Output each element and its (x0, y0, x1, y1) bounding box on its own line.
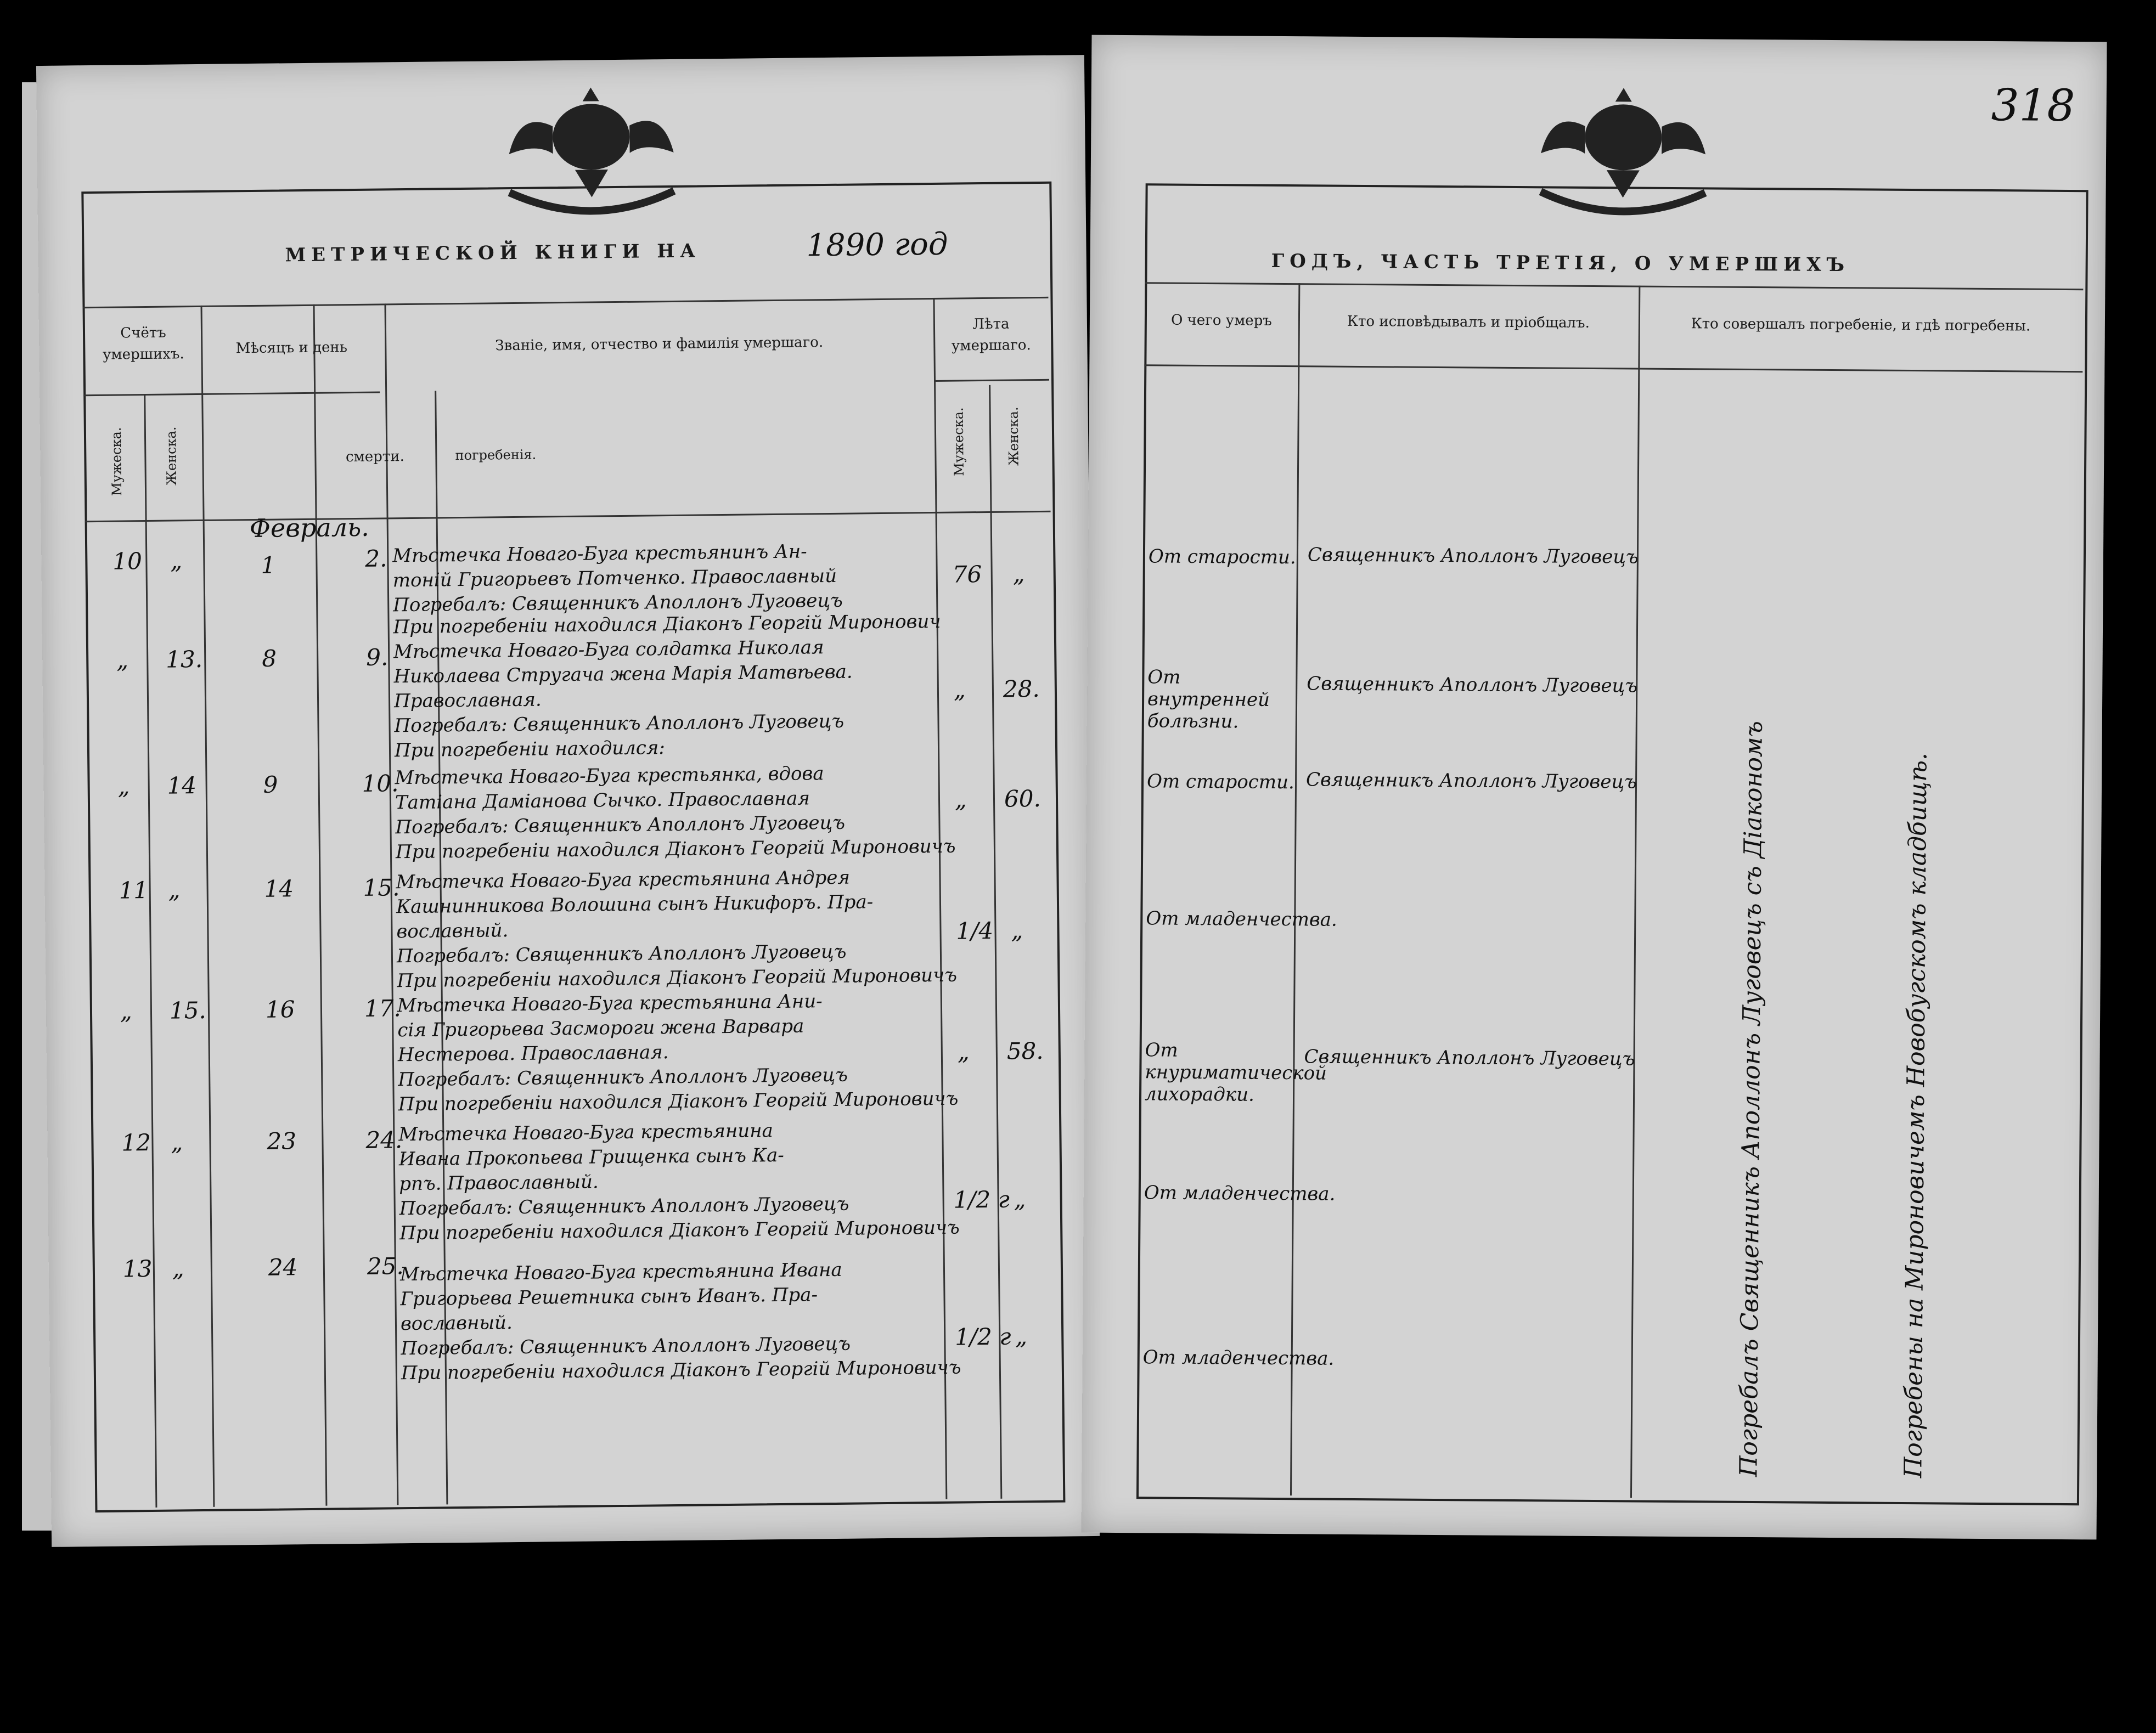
entry-line: тоній Григорьевъ Потченко. Православный (392, 565, 837, 592)
year-handwritten: 1890 год (806, 226, 948, 264)
entry-line: Нестерова. Православная. (397, 1041, 669, 1066)
entry-line: Николаева Стругача жена Марія Матвѣева. (393, 661, 853, 688)
header-age-male: Мужеска. (950, 407, 967, 477)
row-burial-day: 24. (365, 1126, 403, 1154)
entry-line: Мѣстечка Новаго-Буга крестьянина Ани- (397, 990, 823, 1017)
row-age-male: „ (954, 786, 967, 813)
row-age-male: 1/2 г (953, 1186, 1010, 1213)
entry-line: Мѣстечка Новаго-Буга крестьянка, вдова (395, 763, 824, 789)
entry-line: Татіана Даміанова Сычко. Православная (395, 787, 810, 814)
row-female-count: 13. (166, 645, 203, 673)
entry-line: Мѣстечка Новаго-Буга крестьянина (398, 1120, 774, 1146)
cause-of-death: От кнуриматической лихорадки. (1144, 1039, 1327, 1106)
row-female-count: „ (172, 1255, 184, 1282)
row-death-day: 8 (261, 645, 277, 672)
header-name: Званіе, имя, отчество и фамилія умершаго. (495, 334, 824, 354)
row-age-male: „ (953, 676, 966, 703)
confessor-name: Священникъ Аполлонъ Луговецъ (1307, 544, 1639, 568)
header-count: Счётъ умершихъ. (103, 324, 184, 363)
burial-column-text-1: Погребалъ Священникъ Аполлонъ Луговецъ съ Діакономъ (1735, 721, 1768, 1477)
cause-of-death: От внутренней болѣзни. (1147, 666, 1270, 733)
cause-of-death: От младенчества. (1146, 907, 1337, 931)
header-confessor: Кто исповѣдывалъ и пріобщалъ. (1347, 313, 1590, 331)
entry-line: При погребеніи находился Діаконъ Георгій Миронович (393, 610, 941, 639)
entry-line: Погребалъ: Священникъ Аполлонъ Луговецъ (395, 811, 846, 839)
row-age-female: 60. (1004, 784, 1042, 812)
cause-of-death: От младенчества. (1142, 1346, 1335, 1370)
page-title: ГОДЪ, ЧАСТЬ ТРЕТІЯ, О УМЕРШИХЪ (1271, 250, 1850, 276)
row-burial-day: 9. (365, 643, 389, 671)
header-age-female: Женска. (1005, 407, 1022, 466)
row-death-day: 16 (265, 996, 295, 1023)
entry-line: Ивана Прокопьева Грищенка сынъ Ка- (398, 1144, 785, 1171)
row-female-count: 15. (169, 996, 207, 1024)
row-female-count: 14 (167, 772, 197, 799)
row-age-male: 76 (952, 561, 982, 588)
entry-line: сія Григорьева Засмороги жена Варвара (397, 1015, 804, 1042)
row-age-female: „ (1014, 1186, 1026, 1213)
entry-line: Мѣстечка Новаго-Буга солдатка Николая (393, 636, 824, 663)
entry-line: При погребеніи находился Діаконъ Георгій Мироновичъ (399, 1216, 960, 1245)
row-age-male: 1/4 (956, 917, 994, 945)
entry-line: Погребалъ: Священникъ Аполлонъ Луговецъ (399, 1193, 849, 1220)
entry-line: Мѣстечка Новаго-Буга крестьянина Ивана (399, 1258, 842, 1286)
header-cause: О чего умеръ (1170, 312, 1272, 329)
month-label: Февраль. (249, 512, 370, 544)
row-burial-day: 17. (364, 995, 401, 1022)
burial-column-text-2: Погребены на Мироновичемъ Новобугскомъ кладбищѣ. (1899, 752, 1933, 1478)
row-death-day: 14 (264, 875, 294, 902)
row-death-day: 9 (263, 771, 278, 798)
confessor-name: Священникъ Аполлонъ Луговецъ (1305, 769, 1637, 793)
entry-line: Кашнинникова Волошина сынъ Никифоръ. Пра- (396, 891, 874, 918)
entry-line: Григорьева Решетника сынъ Иванъ. Пра- (400, 1284, 818, 1311)
row-female-count: „ (168, 876, 181, 904)
folio-number: 318 (1991, 80, 2075, 132)
row-burial-day: 2. (365, 545, 387, 572)
row-age-female: „ (1012, 560, 1025, 588)
entry-line: При погребеніи находился Діаконъ Георгій Мироновичъ (397, 964, 958, 992)
cause-of-death: От старости. (1146, 770, 1294, 794)
row-female-count: „ (171, 1128, 183, 1156)
entry-line: Мѣстечка Новаго-Буга крестьянина Андрея (396, 866, 851, 894)
entry-line: Погребалъ: Священникъ Аполлонъ Луговецъ (401, 1333, 851, 1360)
row-male-count: 10 (112, 547, 143, 575)
row-burial-day: 10. (362, 770, 399, 797)
entry-line: рпъ. Православный. (399, 1171, 599, 1195)
confessor-name: Священникъ Аполлонъ Луговецъ (1307, 673, 1638, 697)
row-female-count: „ (170, 547, 183, 574)
row-burial-day: 15. (363, 874, 400, 901)
header-male: Мужеска. (108, 427, 125, 496)
row-age-female: „ (1015, 1323, 1028, 1350)
table-frame (1136, 183, 2089, 1505)
row-death-day: 1 (261, 551, 276, 579)
row-male-count: 11 (119, 877, 149, 904)
entry-line: Погребалъ: Священникъ Аполлонъ Луговецъ (394, 710, 845, 737)
row-burial-day: 25. (367, 1252, 404, 1280)
header-burial: погребенія. (455, 447, 537, 464)
entry-line: При погребеніи находился Діаконъ Георгій Мироновичъ (395, 835, 956, 863)
entry-line: При погребеніи находился: (394, 737, 666, 762)
cause-of-death: От младенчества. (1144, 1182, 1336, 1205)
cause-of-death: От старости. (1148, 545, 1296, 569)
header-month-day: Мѣсяцъ и день (235, 339, 348, 357)
entry-line: Погребалъ: Священникъ Аполлонъ Луговецъ (393, 589, 843, 617)
page-title: МЕТРИЧЕСКОЙ КНИГИ НА (285, 240, 701, 267)
row-male-count: „ (120, 997, 132, 1025)
entry-line: При погребеніи находился Діаконъ Георгій Мироновичъ (398, 1087, 959, 1116)
header-burier: Кто совершалъ погребеніе, и гдѣ погребены. (1691, 315, 2031, 335)
header-age: Лѣта умершаго. (951, 315, 1031, 354)
row-age-female: „ (1011, 917, 1023, 944)
entry-line: При погребеніи находился Діаконъ Георгій Мироновичъ (401, 1356, 961, 1385)
right-register-page (1081, 35, 2107, 1540)
row-death-day: 24 (268, 1254, 298, 1281)
entry-line: вославный. (396, 919, 509, 943)
row-male-count: 12 (121, 1128, 151, 1156)
row-male-count: „ (117, 772, 130, 800)
left-register-page (36, 55, 1100, 1547)
row-age-female: 58. (1006, 1037, 1044, 1065)
header-female: Женска. (163, 426, 179, 486)
confessor-name: Священникъ Аполлонъ Луговецъ (1304, 1046, 1635, 1070)
entry-line: Погребалъ: Священникъ Аполлонъ Луговецъ (398, 1064, 848, 1091)
entry-line: Мѣстечка Новаго-Буга крестьянинъ Ан- (392, 540, 807, 567)
row-age-male: „ (957, 1038, 970, 1065)
entry-line: вославный. (400, 1312, 513, 1335)
entry-line: Православная. (393, 688, 542, 713)
row-death-day: 23 (267, 1127, 297, 1155)
row-male-count: 13 (122, 1255, 153, 1283)
header-death: смерти. (345, 448, 404, 466)
row-age-female: 28. (1003, 675, 1040, 703)
row-age-male: 1/2 г (955, 1323, 1011, 1351)
row-male-count: „ (116, 646, 129, 674)
entry-line: Погребалъ: Священникъ Аполлонъ Луговецъ (396, 940, 847, 968)
